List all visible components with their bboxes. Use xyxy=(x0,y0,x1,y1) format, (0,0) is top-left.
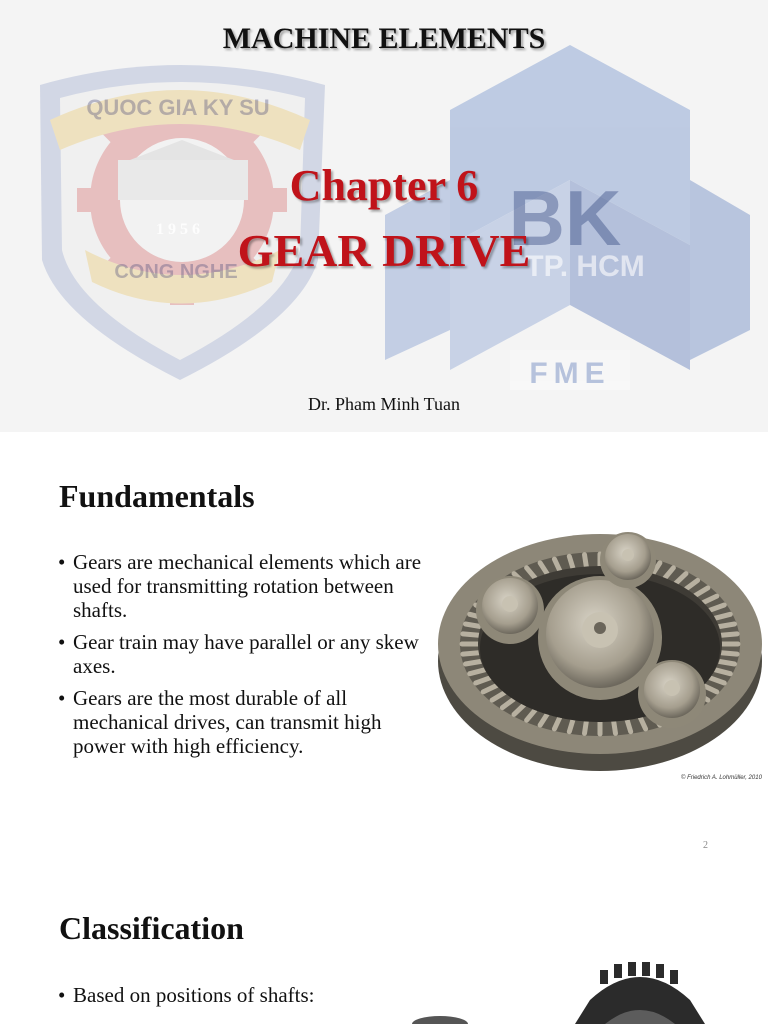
title-slide xyxy=(0,0,768,432)
bullet-text: Based on positions of shafts: xyxy=(73,983,315,1007)
ring-gear-tooth xyxy=(569,720,573,732)
bk-logo-city-text: TP. HCM xyxy=(525,250,645,283)
ring-gear-tooth xyxy=(569,556,573,568)
ring-gear-tooth xyxy=(614,722,616,734)
bullet-item: • Gears are mechanical elements which are used for transmitting rotation between shafts. xyxy=(58,550,422,622)
slide-title: Fundamentals xyxy=(59,478,255,514)
bk-logo-mark-text: BK xyxy=(508,174,622,262)
ring-gear-tooth xyxy=(721,653,737,654)
bullet-item: • Gear train may have parallel or any skew axes. xyxy=(58,630,419,678)
planet-gear xyxy=(600,532,656,588)
ring-gear-tooth xyxy=(721,634,737,635)
bullet-text: Gears are mechanical elements which are used for transmitting rotation between shafts. xyxy=(73,550,422,622)
fundamentals-slide xyxy=(0,432,768,864)
gear-photo xyxy=(400,960,768,1024)
emblem-year-text: 1956 xyxy=(156,221,204,238)
ring-gear-tooth xyxy=(585,555,587,567)
chapter-label: Chapter 6 xyxy=(289,161,479,210)
chapter-title: GEAR DRIVE xyxy=(237,225,531,276)
ring-gear-tooth xyxy=(463,634,479,635)
planet-gear xyxy=(638,660,706,728)
ring-gear-tooth xyxy=(627,720,631,732)
bullet-list xyxy=(58,550,423,766)
ring-gear-tooth xyxy=(719,661,735,664)
slide-title: Classification xyxy=(59,910,244,946)
bk-logo-dept-text: FME xyxy=(529,357,611,390)
image-credit: © Friedrich A. Lohmüller, 2010 xyxy=(681,775,762,781)
classification-slide xyxy=(0,864,768,1024)
author-name: Dr. Pham Minh Tuan xyxy=(307,394,461,414)
course-header: MACHINE ELEMENTS xyxy=(222,22,546,55)
university-logos-watermark xyxy=(0,0,768,432)
bullet-item: • Based on positions of shafts: xyxy=(58,983,315,1007)
emblem-ribbon-bottom-text: CONG NGHE xyxy=(114,261,238,283)
page-number: 2 xyxy=(703,840,708,851)
planet-gear xyxy=(476,576,544,644)
ring-gear-tooth xyxy=(585,722,587,734)
bullet-text: Gear train may have parallel or any skew axes. xyxy=(73,630,419,678)
bullet-item: • Gears are the most durable of all mechanical drives, can transmit high power with high efficiency. xyxy=(58,686,382,758)
emblem-ribbon-top-text: QUOC GIA KY SU xyxy=(86,95,270,120)
ring-gear-tooth xyxy=(466,624,482,627)
bullet-text: Gears are the most durable of all mechanical drives, can transmit high power with high efficiency. xyxy=(73,686,382,758)
ring-gear-tooth xyxy=(463,653,479,654)
planetary-gear-illustration xyxy=(432,516,767,776)
ring-gear-tooth xyxy=(466,661,482,664)
ring-gear-tooth xyxy=(719,624,735,627)
